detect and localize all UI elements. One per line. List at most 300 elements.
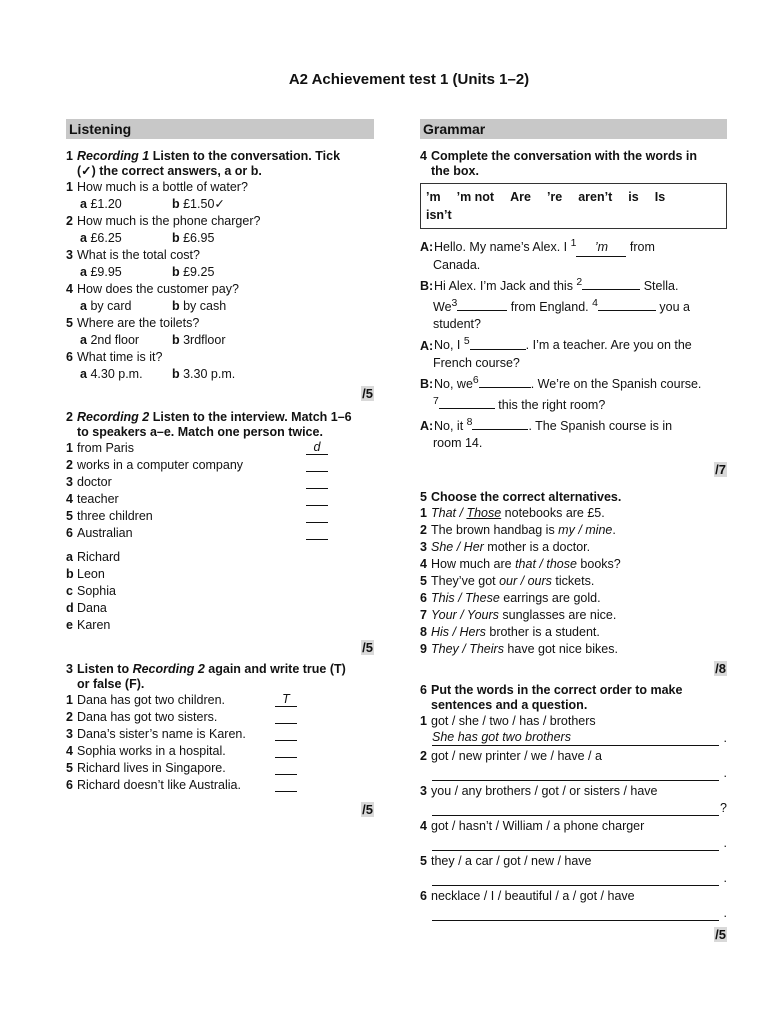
speaker-letter: d — [66, 601, 74, 615]
grammar-column — [420, 119, 727, 943]
conversation — [420, 235, 727, 452]
item-number: 1 — [420, 506, 427, 521]
reorder-item — [420, 818, 727, 835]
gap-number: 8 — [466, 416, 473, 428]
dialogue-text: No, I — [434, 338, 464, 353]
option-a[interactable] — [80, 264, 172, 281]
word-box-word: aren’t — [578, 190, 613, 204]
question-number: 3 — [66, 662, 73, 676]
question-number: 1 — [66, 149, 73, 163]
answer-line[interactable] — [432, 870, 719, 886]
alternative-item — [420, 607, 727, 624]
gap-number: 2 — [576, 277, 583, 289]
alternative-separator: / — [454, 591, 466, 606]
alternative-separator: / — [456, 506, 467, 521]
answer-blank[interactable] — [275, 743, 297, 758]
option-b[interactable] — [172, 298, 264, 315]
answer-line-wrap — [420, 730, 727, 746]
option-a[interactable] — [80, 298, 172, 315]
item-text: The brown handbag is — [431, 523, 559, 538]
item-words: you / any brothers / got / or sisters / have — [431, 784, 658, 799]
item-number: 3 — [66, 475, 73, 489]
dialogue-text: We — [433, 300, 452, 315]
item-number: 2 — [66, 458, 73, 472]
dialogue-text: French course? — [433, 355, 520, 370]
answer-line[interactable] — [432, 835, 719, 851]
option-text: £6.95 — [183, 231, 215, 245]
option-text: 4.30 p.m. — [90, 367, 143, 381]
question-number: 6 — [420, 683, 427, 698]
page-title: A2 Achievement test 1 (Units 1–2) — [288, 71, 530, 88]
reorder-item — [420, 783, 727, 800]
gap-number: 4 — [592, 298, 598, 310]
speaker-item — [66, 583, 374, 600]
answer-options — [66, 196, 374, 213]
dialogue-text: student? — [433, 317, 481, 332]
item-question: How much is the phone charger? — [77, 214, 261, 228]
sentence-end-mark: . — [723, 906, 727, 921]
item-text: books? — [576, 557, 621, 572]
answer-blank[interactable] — [306, 457, 328, 472]
item-text: Dana has got two children. — [77, 693, 226, 707]
alternative-separator: / — [458, 642, 470, 657]
alternative-separator: / — [456, 608, 467, 623]
alternative-option-1[interactable]: This — [431, 591, 455, 606]
item-words: they / a car / got / new / have — [431, 854, 592, 869]
item-number: 4 — [66, 282, 73, 296]
option-b[interactable] — [172, 196, 264, 213]
option-text: 3.30 p.m. — [183, 367, 236, 381]
match-item — [66, 491, 374, 508]
gap-blank — [479, 387, 531, 388]
option-b[interactable] — [172, 332, 264, 349]
recording-name: Recording 1 — [77, 149, 150, 163]
item-text: They’ve got — [431, 574, 500, 589]
instruction-text: Choose the correct alternatives. — [431, 490, 622, 505]
listening-column — [66, 119, 374, 818]
item-text: doctor — [77, 475, 112, 489]
question-item — [66, 213, 374, 230]
alternative-option-1[interactable]: That — [431, 506, 457, 521]
option-text: £6.25 — [90, 231, 122, 245]
instruction-text: Listen to the conversation. Tick — [149, 149, 341, 163]
item-number: 1 — [66, 180, 73, 194]
question-5-instructions — [420, 490, 727, 505]
true-false-item — [66, 692, 374, 709]
answer-blank[interactable] — [275, 726, 297, 741]
instruction-text: to speakers a–e. Match one person twice. — [77, 425, 323, 439]
speaker-label: B: — [420, 376, 434, 391]
dialogue-line — [420, 295, 727, 316]
question-item — [66, 247, 374, 264]
item-question: What is the total cost? — [77, 248, 200, 262]
answer-line-wrap — [420, 765, 727, 781]
dialogue-line — [420, 235, 727, 257]
item-number: 8 — [420, 625, 427, 640]
answer-line-wrap — [420, 835, 727, 851]
answer-line[interactable] — [432, 800, 719, 816]
item-text: Sophia works in a hospital. — [77, 744, 226, 758]
word-box-words — [426, 188, 721, 206]
speaker-name: Dana — [77, 601, 107, 615]
score-box: /8 — [715, 661, 726, 677]
item-text: tickets. — [551, 574, 595, 589]
question-1 — [66, 149, 374, 402]
item-text: from Paris — [77, 441, 134, 455]
alternative-option-1[interactable]: She — [431, 540, 454, 555]
dialogue-text: you a — [655, 300, 690, 315]
true-false-item — [66, 743, 374, 760]
speaker-item — [66, 617, 374, 634]
answer-blank[interactable]: T — [275, 692, 297, 707]
answer-line-wrap — [420, 905, 727, 921]
answer-blank[interactable] — [306, 491, 328, 506]
speaker-name: Karen — [77, 618, 111, 632]
gap-blank — [439, 408, 495, 409]
gap-blank — [582, 289, 640, 290]
instruction-text: sentences and a question. — [431, 698, 588, 713]
dialogue-line — [420, 414, 727, 435]
dialogue-line — [420, 274, 727, 295]
answer-options — [66, 366, 374, 383]
option-letter: a — [80, 231, 91, 245]
score-box: /5 — [362, 386, 373, 401]
alternative-option-2[interactable]: Yours — [466, 608, 499, 623]
item-text: sunglasses are nice. — [498, 608, 617, 623]
dialogue-text: . We’re on the Spanish course. — [530, 376, 702, 391]
sentence-end-mark: . — [723, 766, 727, 781]
answer-blank[interactable] — [306, 508, 328, 523]
question-number: 2 — [66, 410, 73, 424]
item-number: 2 — [420, 749, 427, 764]
alternative-separator: / — [517, 574, 528, 589]
gap-blank — [457, 310, 507, 311]
option-letter: b — [172, 367, 184, 381]
dialogue-text: from England. — [507, 300, 593, 315]
question-2-instructions — [66, 410, 374, 440]
speaker-name: Richard — [77, 550, 121, 564]
answer-line-wrap — [420, 870, 727, 886]
item-text: Dana has got two sisters. — [77, 710, 218, 724]
sentence-end-mark: . — [723, 871, 727, 886]
option-letter: b — [172, 333, 184, 347]
sentence-end-mark: . — [723, 836, 727, 851]
item-number: 5 — [420, 574, 427, 589]
answer-line[interactable] — [432, 765, 719, 781]
item-question: Where are the toilets? — [77, 316, 200, 330]
alternative-item — [420, 641, 727, 658]
question-4-instructions — [420, 149, 727, 179]
question-number: 5 — [420, 490, 427, 505]
gap-number: 3 — [451, 298, 458, 310]
option-letter: b — [172, 231, 184, 245]
answer-line[interactable] — [432, 905, 719, 921]
score-box: /7 — [715, 462, 726, 478]
dialogue-text: . I’m a teacher. Are you on the — [525, 338, 692, 353]
question-item — [66, 315, 374, 332]
speaker-name: Leon — [77, 567, 105, 581]
option-letter: a — [80, 197, 91, 211]
alternative-item — [420, 556, 727, 573]
item-number: 6 — [420, 889, 427, 904]
score-box: /5 — [362, 802, 373, 817]
item-text: . — [612, 523, 616, 538]
dialogue-text: . The Spanish course is in — [528, 419, 673, 434]
question-item — [66, 179, 374, 196]
alternative-option-2[interactable]: ours — [527, 574, 552, 589]
item-number: 3 — [66, 727, 73, 741]
instruction-text: Complete the conversation with the words in — [431, 149, 698, 163]
answer-blank[interactable] — [275, 777, 297, 792]
instruction-text: again and write true (T) — [204, 662, 346, 676]
match-item — [66, 440, 374, 457]
answer-blank[interactable]: d — [306, 440, 328, 455]
question-item — [66, 349, 374, 366]
dialogue-text: Hello. My name’s Alex. I — [434, 240, 571, 255]
item-words: got / she / two / has / brothers — [431, 714, 596, 729]
item-question: How does the customer pay? — [77, 282, 239, 296]
alternative-option-2[interactable]: Hers — [459, 625, 486, 640]
item-number: 1 — [66, 693, 73, 707]
word-box-word: ’m not — [456, 190, 495, 204]
item-number: 3 — [420, 784, 427, 799]
option-text: £9.25 — [183, 265, 215, 279]
item-question: How much is a bottle of water? — [77, 180, 248, 194]
item-question: What time is it? — [77, 350, 163, 364]
listening-heading: Listening — [66, 119, 374, 139]
item-number: 6 — [420, 591, 427, 606]
speaker-label: B: — [420, 279, 434, 294]
alternative-separator: / — [449, 625, 460, 640]
gap-blank — [470, 349, 526, 350]
instruction-text: the box. — [431, 164, 479, 178]
question-6-items — [420, 713, 727, 921]
item-words: got / new printer / we / have / a — [431, 749, 602, 764]
item-text: Richard lives in Singapore. — [77, 761, 226, 775]
option-letter: b — [172, 265, 184, 279]
item-number: 1 — [66, 441, 73, 455]
dialogue-text: Canada. — [433, 258, 481, 273]
answer-blank[interactable] — [306, 525, 328, 540]
answer-options — [66, 230, 374, 247]
match-item — [66, 474, 374, 491]
question-1-instructions — [66, 149, 374, 179]
true-false-item — [66, 726, 374, 743]
gap-blank — [598, 310, 656, 311]
question-1-items — [66, 179, 374, 383]
alternative-separator: / — [535, 557, 547, 572]
alternative-item — [420, 624, 727, 641]
alternative-separator: / — [453, 540, 464, 555]
reorder-item — [420, 748, 727, 765]
dialogue-text: from — [626, 240, 655, 255]
question-6 — [420, 683, 727, 943]
answer-options — [66, 264, 374, 281]
match-item — [66, 457, 374, 474]
alternative-option-2[interactable]: Those — [466, 506, 502, 521]
gap-number: 1 — [570, 238, 577, 249]
option-a[interactable] — [80, 332, 172, 349]
item-number: 5 — [66, 509, 73, 523]
item-text: mother is a doctor. — [483, 540, 591, 555]
option-b[interactable] — [172, 264, 264, 281]
item-number: 9 — [420, 642, 427, 657]
alternative-item — [420, 573, 727, 590]
alternative-option-2[interactable]: Theirs — [469, 642, 504, 657]
instruction-text: Listen to the interview. Match 1–6 — [149, 410, 352, 424]
alternative-item — [420, 539, 727, 556]
alternative-option-2[interactable]: mine — [585, 523, 613, 538]
option-text: £1.20 — [90, 197, 122, 211]
score-box: /5 — [362, 640, 373, 655]
item-number: 4 — [66, 492, 73, 506]
question-3-items — [66, 692, 374, 794]
instruction-text: Listen to — [77, 662, 133, 676]
alternative-option-1[interactable]: Your — [431, 608, 457, 623]
alternative-option-2[interactable]: Her — [463, 540, 484, 555]
alternative-option-1[interactable]: our — [499, 574, 518, 589]
speaker-list — [66, 549, 374, 634]
item-number: 5 — [66, 316, 73, 330]
item-number: 6 — [66, 350, 73, 364]
option-letter: a — [80, 299, 91, 313]
speaker-label: A: — [420, 419, 434, 434]
word-box-word: Is — [654, 190, 666, 204]
item-text: Dana’s sister’s name is Karen. — [77, 727, 246, 741]
match-item — [66, 525, 374, 542]
question-5-items — [420, 505, 727, 658]
speaker-label: A: — [420, 338, 434, 353]
gap-number: 7 — [433, 395, 439, 407]
answer-options — [66, 298, 374, 315]
item-text: Richard doesn’t like Australia. — [77, 778, 241, 792]
word-box-word: isn’t — [426, 208, 452, 222]
question-3-instructions — [66, 662, 374, 692]
item-number: 2 — [420, 523, 427, 538]
true-false-item — [66, 760, 374, 777]
answer-blank[interactable] — [275, 709, 297, 724]
answer-line[interactable]: She has got two brothers — [432, 730, 719, 746]
item-number: 6 — [66, 526, 73, 540]
question-item — [66, 281, 374, 298]
item-number: 5 — [66, 761, 73, 775]
dialogue-text: this the right room? — [494, 397, 606, 412]
dialogue-line — [420, 333, 727, 354]
option-b[interactable] — [172, 230, 264, 247]
item-text: earrings are gold. — [499, 591, 601, 606]
answer-blank[interactable] — [275, 760, 297, 775]
item-number: 3 — [420, 540, 427, 555]
recording-name: Recording 2 — [132, 662, 205, 676]
option-text: 2nd floor — [90, 333, 140, 347]
option-text: 3rdfloor — [183, 333, 226, 347]
instruction-text: Put the words in the correct order to make — [431, 683, 683, 698]
word-box-word: Are — [510, 190, 531, 204]
word-box-word: ’re — [546, 190, 563, 204]
gap-answer: ’m — [576, 239, 626, 257]
alternative-option-1[interactable]: my — [558, 523, 575, 538]
dialogue-text: No, we — [434, 376, 473, 391]
dialogue-line — [420, 372, 727, 393]
alternative-item — [420, 522, 727, 539]
item-text: Australian — [77, 526, 133, 540]
option-letter: b — [172, 299, 184, 313]
item-words: necklace / I / beautiful / a / got / have — [431, 889, 635, 904]
speaker-letter: b — [66, 567, 74, 581]
item-number: 2 — [66, 710, 73, 724]
item-number: 3 — [66, 248, 73, 262]
question-6-instructions — [420, 683, 727, 713]
option-text: by cash — [183, 299, 227, 313]
alternative-option-1[interactable]: that — [515, 557, 536, 572]
answer-blank[interactable] — [306, 474, 328, 489]
grammar-heading: Grammar — [420, 119, 727, 139]
item-number: 7 — [420, 608, 427, 623]
recording-name: Recording 2 — [77, 410, 150, 424]
score-box: /5 — [715, 927, 726, 943]
speaker-letter: c — [66, 584, 73, 598]
gap-number: 5 — [463, 336, 470, 348]
question-2 — [66, 410, 374, 656]
answer-line-wrap — [420, 800, 727, 816]
item-text: three children — [77, 509, 153, 523]
option-letter: a — [80, 265, 91, 279]
reorder-item — [420, 713, 727, 730]
sentence-end-mark: ? — [720, 801, 727, 816]
alternative-option-2[interactable]: those — [546, 557, 577, 572]
alternative-separator: / — [574, 523, 586, 538]
item-number: 4 — [420, 557, 427, 572]
speaker-name: Sophia — [77, 584, 116, 598]
speaker-letter: a — [66, 550, 73, 564]
word-box-word: ’m — [426, 190, 441, 204]
speaker-letter: e — [66, 618, 73, 632]
speaker-item — [66, 600, 374, 617]
sentence-end-mark: . — [723, 731, 727, 746]
item-number: 2 — [66, 214, 73, 228]
option-a[interactable] — [80, 366, 172, 383]
item-text: works in a computer company — [77, 458, 244, 472]
match-item — [66, 508, 374, 525]
item-number: 4 — [420, 819, 427, 834]
alternative-option-1[interactable]: His — [431, 625, 450, 640]
option-letter: a — [80, 333, 91, 347]
dialogue-line — [420, 393, 727, 414]
speaker-item — [66, 549, 374, 566]
option-a[interactable] — [80, 196, 172, 213]
item-number: 5 — [420, 854, 427, 869]
gap-blank — [472, 429, 528, 430]
answer-options — [66, 332, 374, 349]
speaker-item — [66, 566, 374, 583]
option-a[interactable] — [80, 230, 172, 247]
question-4 — [420, 149, 727, 478]
item-text: teacher — [77, 492, 119, 506]
item-words: got / hasn’t / William / a phone charger — [431, 819, 645, 834]
option-text: by card — [90, 299, 132, 313]
speaker-label: A: — [420, 240, 434, 255]
item-number: 4 — [66, 744, 73, 758]
item-text: notebooks are £5. — [501, 506, 605, 521]
alternative-option-1[interactable]: They — [431, 642, 459, 657]
alternative-option-2[interactable]: These — [465, 591, 500, 606]
word-box — [420, 183, 727, 229]
dialogue-text: room 14. — [433, 436, 483, 451]
dialogue-text: Hi Alex. I’m Jack and this — [434, 279, 577, 294]
alternative-item — [420, 505, 727, 522]
item-number: 6 — [66, 778, 73, 792]
option-b[interactable] — [172, 366, 264, 383]
